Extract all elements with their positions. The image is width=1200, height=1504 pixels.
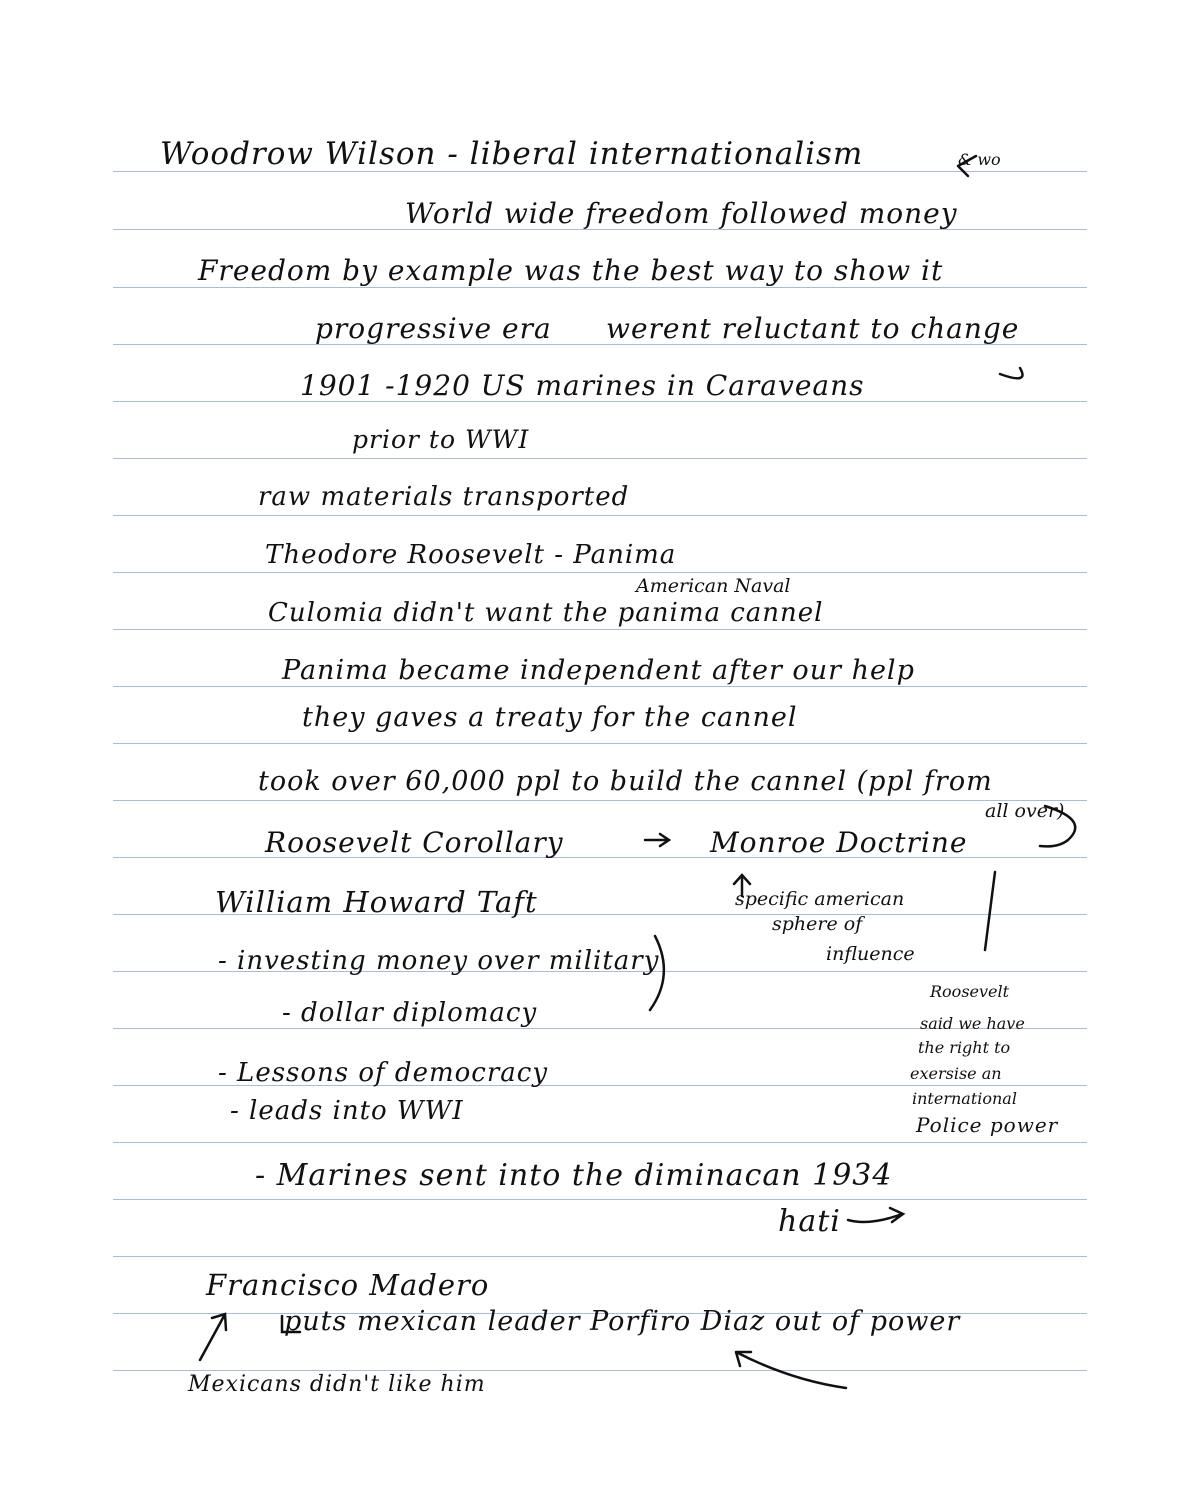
note-line: puts mexican leader Porfiro Diaz out of power bbox=[284, 1306, 961, 1337]
note-line: took over 60,000 ppl to build the cannel (ppl from bbox=[258, 766, 993, 797]
note-line-taft: William Howard Taft bbox=[215, 885, 538, 919]
side-note-line: Police power bbox=[916, 1113, 1059, 1137]
side-note-line: said we have bbox=[920, 1014, 1025, 1033]
rule-line bbox=[113, 686, 1087, 687]
rule-line bbox=[113, 629, 1087, 630]
note-line-madero: Francisco Madero bbox=[206, 1268, 490, 1302]
note-fragment: all over) bbox=[985, 800, 1065, 822]
side-note-line: Roosevelt bbox=[930, 982, 1010, 1001]
note-line: World wide freedom followed money bbox=[405, 197, 958, 230]
note-line: Panima became independent after our help bbox=[282, 655, 915, 686]
note-line: - Lessons of democracy bbox=[218, 1058, 549, 1088]
note-annotation: American Naval bbox=[636, 575, 791, 597]
note-line: hati bbox=[778, 1204, 841, 1239]
rule-line bbox=[113, 743, 1087, 744]
note-line: progressive era bbox=[315, 312, 552, 345]
rule-line bbox=[113, 1256, 1087, 1257]
side-note-line: the right to bbox=[918, 1038, 1011, 1057]
bracket-mark bbox=[985, 872, 995, 950]
note-line-cutoff: Mexicans didn't like him bbox=[188, 1372, 486, 1397]
note-fragment: & wo bbox=[958, 150, 1001, 169]
note-line: raw materials transported bbox=[258, 482, 630, 512]
arrow-icon bbox=[200, 1314, 226, 1360]
rule-line bbox=[113, 458, 1087, 459]
note-line: prior to WWI bbox=[352, 425, 530, 454]
arrow-icon bbox=[848, 1208, 903, 1222]
rule-line bbox=[113, 515, 1087, 516]
note-line: Freedom by example was the best way to show it bbox=[198, 254, 944, 287]
rule-line bbox=[113, 572, 1087, 573]
note-line-wilson: Woodrow Wilson - liberal internationalism bbox=[160, 136, 864, 172]
note-term: Roosevelt Corollary bbox=[265, 826, 564, 859]
note-line: - Marines sent into the diminacan 1934 bbox=[255, 1158, 893, 1193]
note-line: - dollar diplomacy bbox=[282, 998, 538, 1028]
rule-line bbox=[113, 1142, 1087, 1143]
note-line: they gaves a treaty for the cannel bbox=[302, 702, 798, 733]
note-line: - leads into WWI bbox=[230, 1096, 464, 1126]
rule-line bbox=[113, 287, 1087, 288]
rule-line bbox=[113, 1370, 1087, 1371]
note-line: - investing money over military bbox=[218, 946, 660, 976]
note-line-roosevelt: Theodore Roosevelt - Panima bbox=[265, 540, 677, 570]
note-annotation: specific american bbox=[735, 888, 905, 910]
note-term: Monroe Doctrine bbox=[710, 826, 968, 859]
side-note-line: exersise an bbox=[910, 1064, 1002, 1083]
note-annotation: influence bbox=[826, 943, 915, 965]
rule-line bbox=[113, 1199, 1087, 1200]
rule-line bbox=[113, 800, 1087, 801]
arrow-icon bbox=[645, 834, 669, 846]
side-note-line: international bbox=[912, 1089, 1017, 1108]
bracket-mark bbox=[1000, 368, 1023, 378]
note-line: werent reluctant to change bbox=[606, 312, 1020, 345]
note-line: 1901 -1920 US marines in Caraveans bbox=[300, 369, 865, 402]
note-line: Culomia didn't want the panima cannel bbox=[268, 598, 824, 628]
note-annotation: sphere of bbox=[772, 913, 863, 935]
